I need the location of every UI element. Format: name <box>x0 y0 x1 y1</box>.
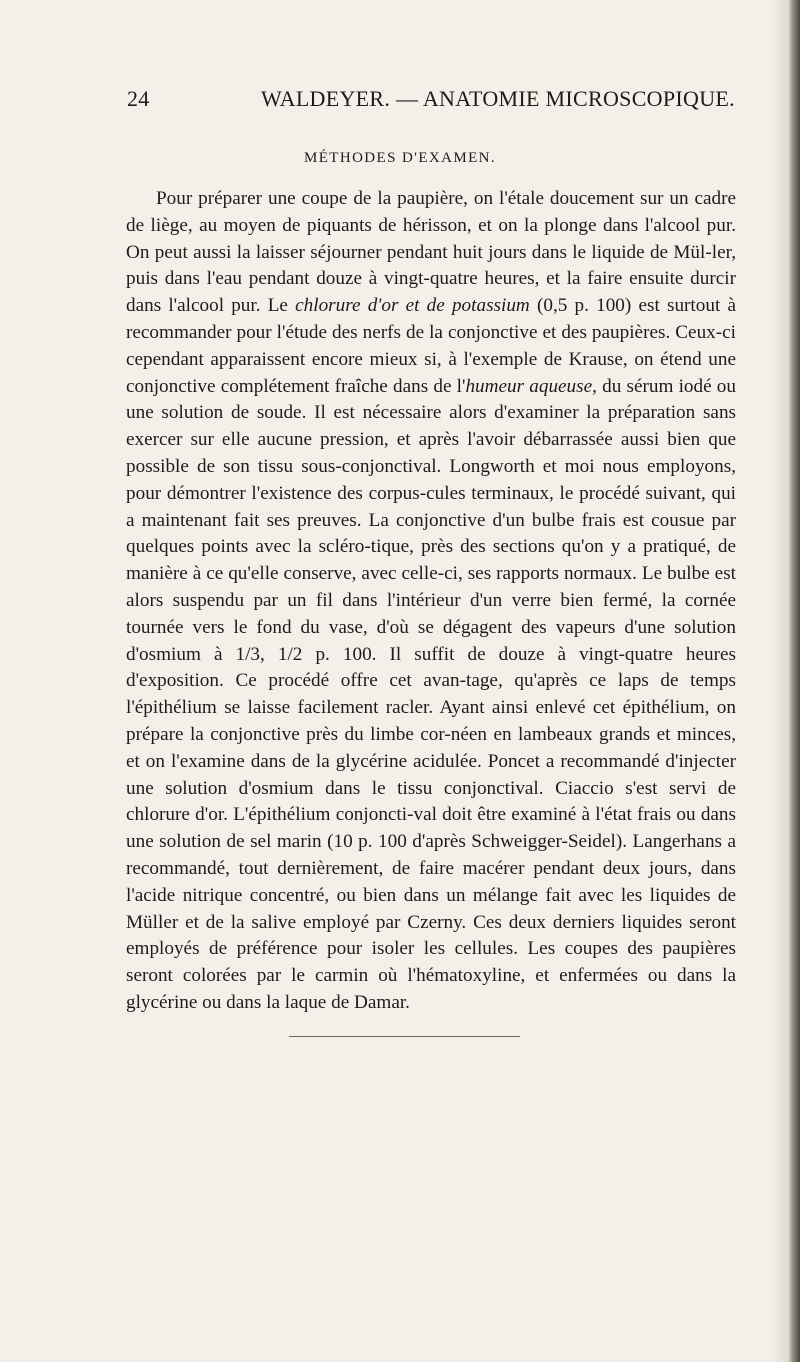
binding-edge <box>789 0 800 1362</box>
text-run: Pour préparer une coupe de la paupière, on l'étale doucement sur un cadre de liège, au moyen de piquants de hérisson, et on la plonge dans l'alcool pur. On peut aussi la laisser séjourner pendant huit jours dans le liquide de Mül-ler, puis dans l'eau pendant douze à vingt-quatre heures, et la faire ensuite durcir dans l'alcool pur. Le <box>126 188 736 317</box>
italic-term: chlorure d'or et de potassium <box>295 295 530 317</box>
body-paragraph <box>126 186 736 1017</box>
end-rule <box>289 1036 520 1037</box>
section-heading: MÉTHODES D'EXAMEN. <box>303 150 497 166</box>
running-head <box>127 86 735 114</box>
running-title: WALDEYER. — ANATOMIE MICROSCOPIQUE. <box>261 86 735 111</box>
italic-term: humeur aqueuse <box>465 375 593 397</box>
binding-shadow <box>771 0 789 1362</box>
text-run: , du sérum iodé ou une solution de soude. Il est nécessaire alors d'examiner la préparation sans exercer sur elle aucune pression, et après l'avoir débarrassée aussi bien que possible de son tissu sous-conjonctival. Longworth et moi nous employons, pour démontrer l'existence des corpus-cules terminaux, le procédé suivant, qui a maintenant fait ses preuves. La conjonctive d'un bulbe frais est cousue par quelques points avec la scléro-tique, près des sections qu'on y a pratiqué, de manière à ce qu'elle conserve, avec celle-ci, ses rapports normaux. Le bulbe est alors suspendu par un fil dans l'intérieur d'un verre bien fermé, la cornée tournée vers le fond du vase, d'où se dégagent des vapeurs d'une solution d'osmium à 1/3, 1/2 p. 100. Il suffit de douze à vingt-quatre heures d'exposition. Ce procédé offre cet avan-tage, qu'après ce laps de temps l'épithélium se laisse facilement racler. Ayant ainsi enlevé cet épithélium, on prépare la conjonctive près du limbe cor-néen en lambeaux grands et minces, et on l'examine dans de la glycérine acidulée. Poncet a recommandé d'injecter une solution d'osmium dans le tissu conjonctival. Ciaccio s'est servi de chlorure d'or. L'épithélium conjoncti-val doit être examiné à l'état frais ou dans une solution de sel marin (10 p. 100 d'après Schweigger-Seidel). Langerhans a recommandé, tout dernièrement, de faire macérer pendant deux jours, dans l'acide nitrique concentré, ou bien dans un mélange fait avec les liquides de Müller et de la salive employé par Czerny. Ces deux derniers liquides seront employés de préférence pour isoler les cellules. Les coupes des paupières seront colorées par le carmin où l'hématoxyline, et enfermées ou dans la glycérine ou dans la laque de Damar. <box>126 375 736 1013</box>
text-run: (0,5 p. 100) est surtout à recommander pour l'étude des nerfs de la conjonctive et des paupières. Ceux-ci cependant apparaissent encore mieux si, à l'exemple de Krause, on étend une conjonctive complétement fraîche dans de l' <box>126 295 736 397</box>
body-text <box>126 186 736 1017</box>
page-number: 24 <box>127 86 150 111</box>
